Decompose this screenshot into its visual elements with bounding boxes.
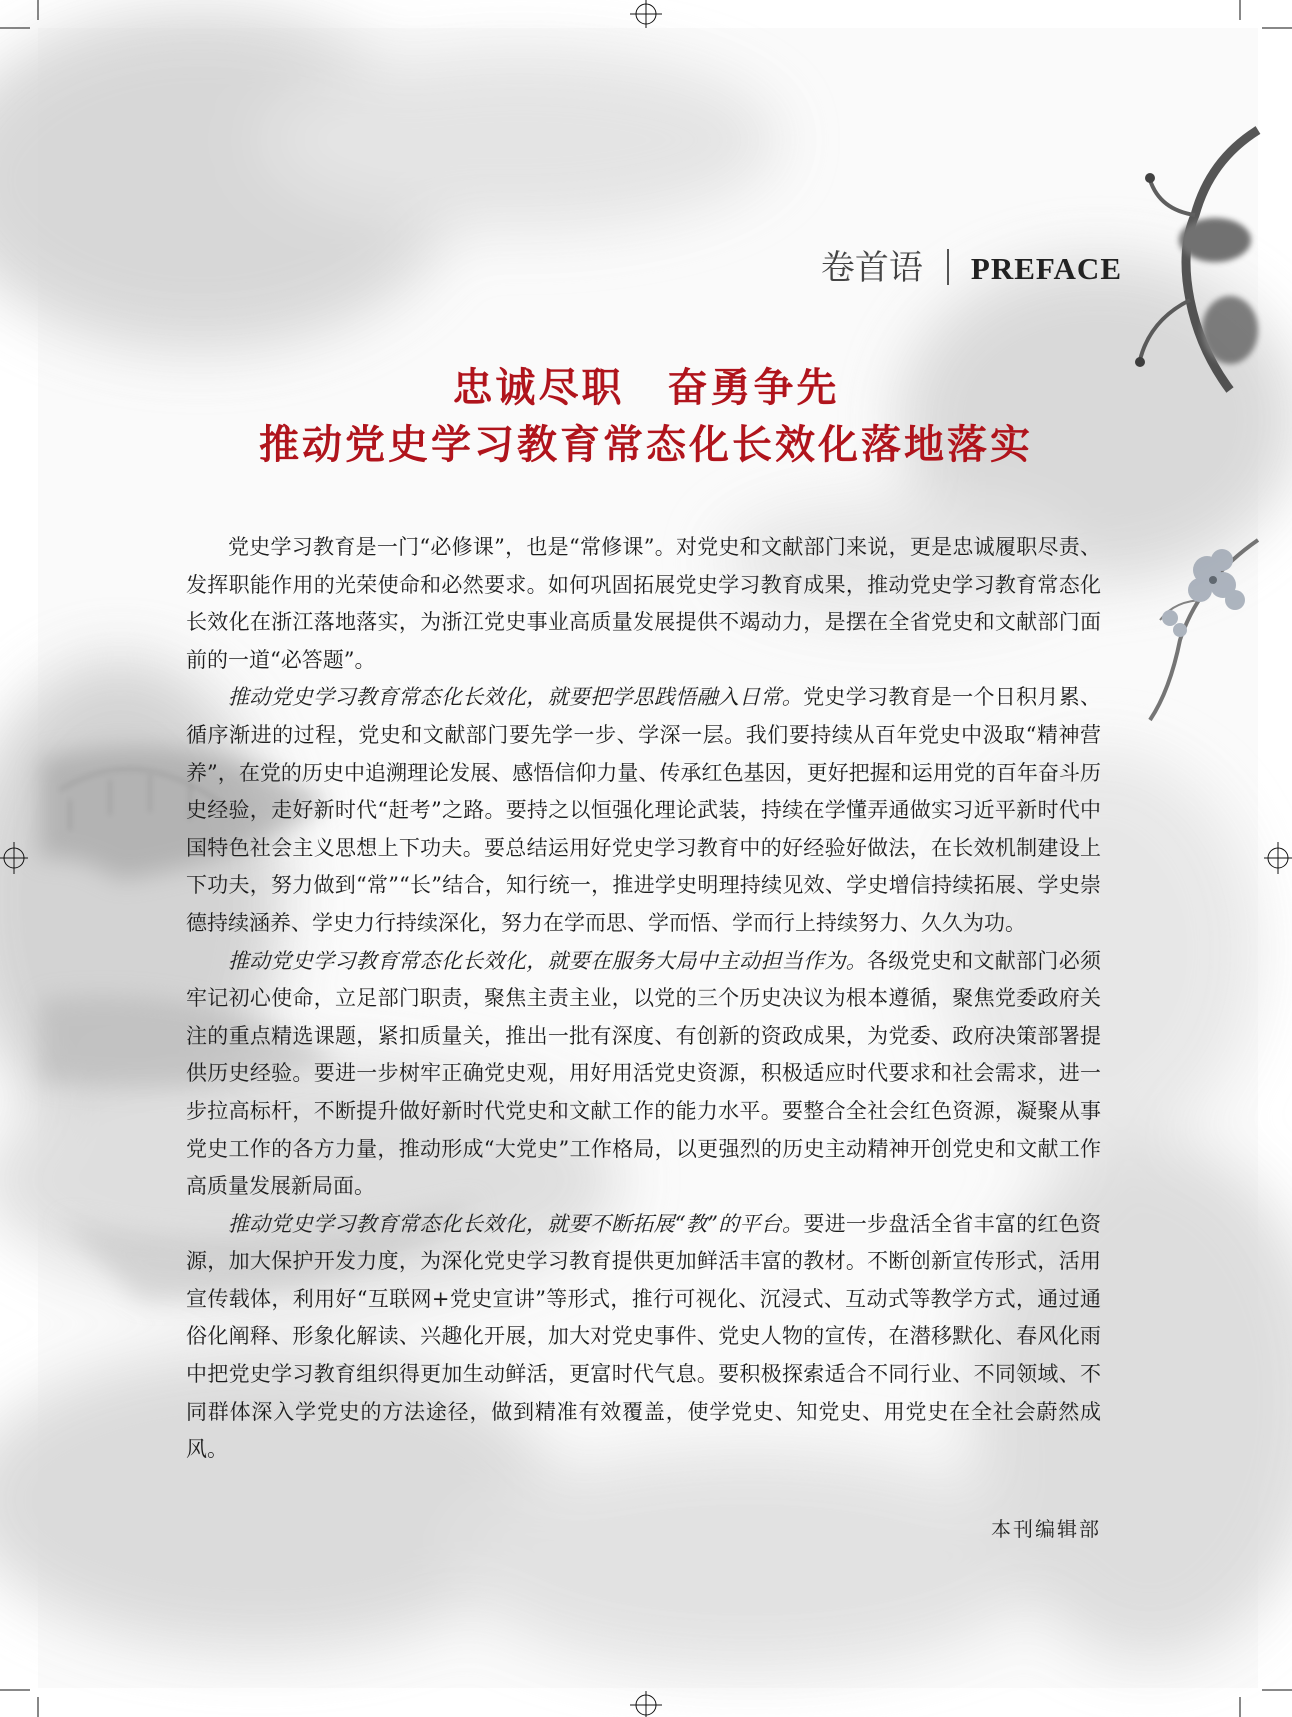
article-title-line-1: 忠诚尽职 奋勇争先: [452, 365, 840, 411]
section-label-chinese: 卷首语: [820, 248, 923, 288]
article-title-line-2: 推动党史学习教育常态化长效化落地落实: [259, 422, 1033, 468]
paragraph: [186, 679, 1101, 942]
signature: 本刊编辑部: [991, 1517, 1101, 1541]
paragraph-text: 各级党史和文献部门必须牢记初心使命，立足部门职责，聚焦主责主业，以党的三个历史决议为根本遵循，聚焦党委政府关注的重点精选课题，紧扣质量关，推出一批有深度、有创新的资政成果，为党委、政府决策部署提供历史经验。要进一步树牢正确党史观，用好用活党史资源，积极适应时代要求和社会需求，进一步拉高标杆，不断提升做好新时代党史和文献工作的能力水平。要整合全社会红色资源，凝聚从事党史工作的各方力量，推动形成“大党史”工作格局，以更强烈的历史主动精神开创党史和文献工作高质量发展新局面。: [186, 948, 1101, 1199]
paragraph-lead: 推动党史学习教育常态化长效化，就要把学思践悟融入日常。: [228, 685, 804, 710]
article-body: [186, 529, 1101, 1469]
header-divider: [947, 249, 949, 285]
paragraph: [186, 529, 1101, 679]
paragraph-lead: 推动党史学习教育常态化长效化，就要在服务大局中主动担当作为。: [228, 948, 867, 973]
paragraph-text: 党史学习教育是一门“必修课”，也是“常修课”。对党史和文献部门来说，更是忠诚履职尽责、发挥职能作用的光荣使命和必然要求。如何巩固拓展党史学习教育成果，推动党史学习教育常态化长效化在浙江落地落实，为浙江党史事业高质量发展提供不竭动力，是摆在全省党史和文献部门面前的一道“必答题”。: [186, 535, 1101, 672]
paragraph-text: 要进一步盘活全省丰富的红色资源，加大保护开发力度，为深化党史学习教育提供更加鲜活丰富的教材。不断创新宣传形式，活用宣传载体，利用好“互联网+党史宣讲”等形式，推行可视化、沉浸式、互动式等教学方式，通过通俗化阐释、形象化解读、兴趣化开展，加大对党史事件、党史人物的宣传，在潜移默化、春风化雨中把党史学习教育组织得更加生动鲜活，更富时代气息。要积极探索适合不同行业、不同领域、不同群体深入学党史的方法途径，做到精准有效覆盖，使学党史、知党史、用党史在全社会蔚然成风。: [186, 1211, 1101, 1462]
paragraph: [186, 943, 1101, 1206]
section-label-english: PREFACE: [970, 251, 1122, 286]
paragraph: [186, 1206, 1101, 1469]
section-header: [0, 240, 1122, 289]
paragraph-text: 党史学习教育是一个日积月累、循序渐进的过程，党史和文献部门要先学一步、学深一层。我们要持续从百年党史中汲取“精神营养”，在党的历史中追溯理论发展、感悟信仰力量、传承红色基因，更好把握和运用党的百年奋斗历史经验，走好新时代“赶考”之路。要持之以恒强化理论武装，持续在学懂弄通做实习近平新时代中国特色社会主义思想上下功夫。要总结运用好党史学习教育中的好经验好做法，在长效机制建设上下功夫，努力做到“常”“长”结合，知行统一，推进学史明理持续见效、学史增信持续拓展、学史崇德持续涵养、学史力行持续深化，努力在学而思、学而悟、学而行上持续努力、久久为功。: [186, 685, 1102, 935]
paragraph-lead: 推动党史学习教育常态化长效化，就要不断拓展“教”的平台。: [228, 1211, 804, 1236]
